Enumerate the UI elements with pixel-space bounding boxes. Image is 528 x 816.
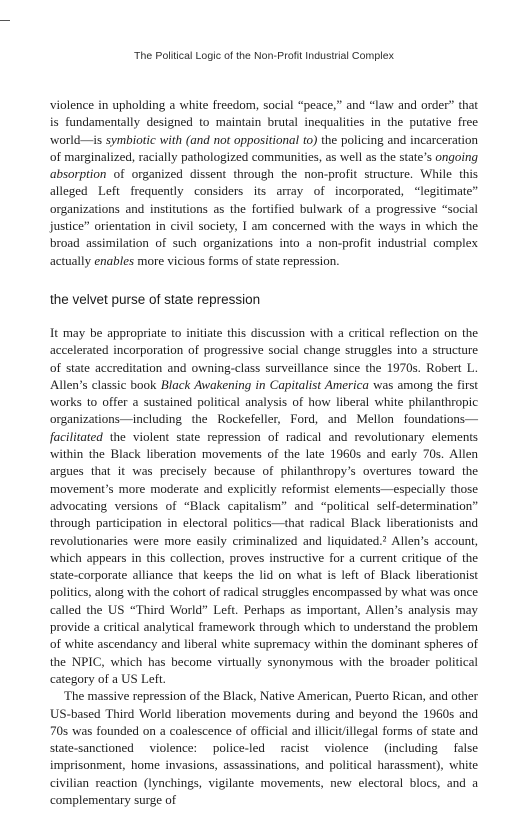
italic-run: symbiotic with (and not oppositional to): [105, 131, 318, 147]
italic-run: enables: [94, 252, 135, 268]
section-heading: the velvet purse of state repression: [50, 291, 261, 307]
paragraph-intro: [50, 96, 478, 269]
italic-run: ongoing absorption: [50, 148, 478, 182]
text-run: was among the first works to offer a sustained political analysis of how liberal white philanthropic organizations—including the Rockefeller, Ford, and Mellon foundations—: [50, 376, 478, 427]
text-run: of organized dissent through the non-profit structure. While this alleged Left frequently considers its array of incorporated, “legitimate” organizations and institutions as the fortified bulwark of a progressive “social justice” orientation in civil society, I am concerned with the ways in which the broad assimilation of such organizations into a non-profit industrial complex actually: [50, 166, 478, 268]
text-run: violence in upholding a white freedom, social “peace,” and “law and order” that is fundamentally designed to maintain brutal inequalities in the putative free world—is: [50, 97, 478, 147]
text-run: the violent state repression of radical and revolutionary elements within the Black liberation movements of the late 1960s and early 70s. Allen argues that it was precisely because of philanthropy’s overtures toward the movement’s more moderate and explicitly reformist elements—especially those advocating versions of “Black capitalism” and “political self-determination” through participation in electoral politics—that radical Black liberationists and revolutionaries were more easily criminalized and liquidated.² Allen’s account, which appears in this collection, proves instructive for a current critique of the state-corporate alliance that keeps the lid on what is left of Black liberationist politics, along with the cohort of radical struggles encompassed by what was once called the US “Third World” Left. Perhaps as important, Allen’s analysis may provide a critical analytical framework through which to understand the problem of white ascendancy and liberal white supremacy within the dominant spheres of the NPIC, which has become virtually synonymous with the broader political category of a US Left.: [50, 428, 478, 686]
text-run: the policing and incarceration of marginalized, racially pathologized communities, as well as the state’s: [50, 131, 479, 164]
italic-run: Black Awakening in Capitalist America: [160, 376, 369, 392]
paragraph-allen: [50, 324, 478, 687]
text-run: more vicious forms of state repression.: [134, 252, 340, 268]
running-head: The Political Logic of the Non-Profit Industrial Complex: [133, 50, 395, 62]
italic-run: facilitated: [50, 428, 103, 444]
text-run: It may be appropriate to initiate this discussion with a critical reflection on the accelerated incorporation of progressive social change struggles into a structure of state accreditation and owning-class surveillance since the 1970s. Robert L. Allen’s classic book: [50, 324, 478, 392]
page-body: [50, 96, 478, 808]
text-run: The massive repression of the Black, Native American, Puerto Rican, and other US-based Third World liberation movements during and beyond the 1960s and 70s was founded on a coalescence of official and illicit/illegal forms of state and state-sanctioned violence: police-led racist violence (including false imprisonment, home invasions, assassinations, and political harassment), white civilian reaction (lynchings, vigilante movements, new electoral blocs, and a complementary surge of: [50, 688, 478, 807]
paragraph-repression: [50, 687, 478, 808]
crop-mark: [0, 20, 10, 21]
